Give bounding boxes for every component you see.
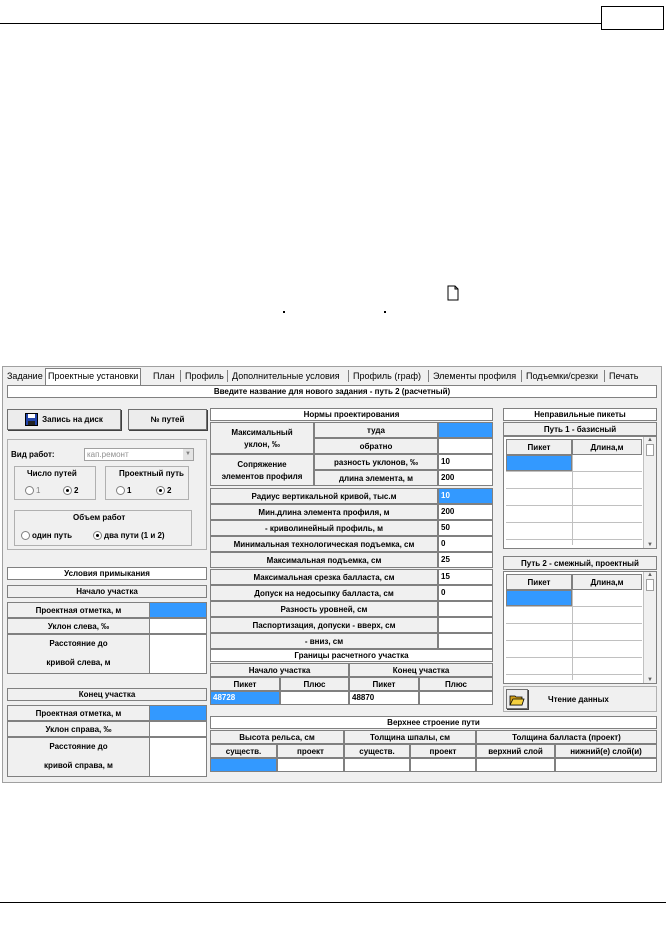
- radio-label: 1: [36, 486, 41, 495]
- slope-back-input[interactable]: [438, 438, 493, 454]
- end-slope-right-label: Уклон справа, ‰: [7, 721, 150, 737]
- norm-label: Допуск на недосыпку балласта, см: [210, 585, 438, 601]
- upper-col-header: существ.: [210, 744, 277, 758]
- scroll-thumb[interactable]: [646, 579, 654, 591]
- paths-count-radio-2[interactable]: [63, 486, 72, 495]
- upper-col-header: проект: [277, 744, 344, 758]
- upper-col-header: верхний слой: [476, 744, 555, 758]
- start-curve-distance-label: [7, 634, 150, 674]
- norm-label: - вниз, см: [210, 633, 438, 649]
- grid-line: [506, 674, 642, 675]
- sleeper-thickness-label: Толщина шпалы, см: [344, 730, 476, 744]
- grid-line: [506, 640, 642, 641]
- start-design-mark-input[interactable]: [149, 602, 207, 618]
- grid-line: [506, 505, 642, 506]
- volume-radio-one[interactable]: [21, 531, 30, 540]
- norm-input[interactable]: 15: [438, 569, 493, 585]
- norm-label: Минимальная технологическая подъемка, см: [210, 536, 438, 552]
- tab-task[interactable]: Задание: [7, 371, 43, 381]
- radio-label: один путь: [32, 531, 73, 540]
- document-icon: [447, 285, 459, 301]
- path1-cell-selected[interactable]: [506, 455, 572, 471]
- bounds-end-label: Конец участка: [349, 663, 493, 677]
- paths-number-button[interactable]: № путей: [128, 409, 207, 430]
- grid-line: [506, 623, 642, 624]
- bounds-col-plus-end: Плюс: [419, 677, 493, 691]
- end-design-mark-label: Проектная отметка, м: [7, 705, 150, 721]
- task-title[interactable]: Введите название для нового задания - путь 2 (расчетный): [7, 385, 657, 398]
- wrong-pickets-title: Неправильные пикеты: [503, 408, 657, 421]
- adjacency-end-label: Конец участка: [7, 688, 207, 701]
- design-path-radio-1[interactable]: [116, 486, 125, 495]
- path1-label: Путь 1 - базисный: [503, 422, 657, 436]
- tab-bar: [3, 367, 661, 385]
- scroll-down-icon[interactable]: ▼: [647, 542, 653, 548]
- volume-group: [14, 510, 192, 546]
- grid-line: [506, 606, 642, 607]
- path2-scrollbar[interactable]: [643, 572, 656, 683]
- adjacency-title: Условия примыкания: [7, 567, 207, 580]
- grid-line: [572, 455, 573, 545]
- read-data-panel: [503, 686, 657, 712]
- norm-label: Разность уровней, см: [210, 601, 438, 617]
- radio-label: 1: [127, 486, 132, 495]
- upper-col-input[interactable]: [210, 758, 277, 772]
- upper-col-input[interactable]: [476, 758, 555, 772]
- bounds-col-plus-start: Плюс: [280, 677, 349, 691]
- end-slope-right-input[interactable]: [149, 721, 207, 737]
- start-slope-left-input[interactable]: [149, 618, 207, 634]
- scroll-thumb[interactable]: [646, 444, 654, 456]
- upper-col-header: проект: [410, 744, 476, 758]
- norm-input[interactable]: 200: [438, 504, 493, 520]
- max-slope-line-2: уклон, ‰: [244, 440, 280, 449]
- path1-col-picket: Пикет: [506, 439, 572, 455]
- norm-label: Радиус вертикальной кривой, тыс.м: [210, 488, 438, 504]
- work-type-label: Вид работ:: [11, 450, 55, 459]
- max-slope-label: [210, 422, 314, 454]
- tab-plan[interactable]: План: [153, 371, 175, 381]
- floppy-disk-icon: [25, 413, 38, 426]
- path1-col-length: Длина,м: [572, 439, 642, 455]
- bounds-start-picket-input[interactable]: 48728: [210, 691, 280, 705]
- norm-label: Паспортизация, допуски - вверх, см: [210, 617, 438, 633]
- page-dot: [384, 311, 386, 313]
- design-path-radio-2[interactable]: [156, 486, 165, 495]
- open-folder-icon: [509, 693, 525, 706]
- open-folder-button[interactable]: [506, 689, 528, 709]
- upper-col-header: существ.: [344, 744, 410, 758]
- paths-count-radio-1[interactable]: [25, 486, 34, 495]
- norms-title: Нормы проектирования: [210, 408, 493, 421]
- tab-additional[interactable]: Дополнительные условия: [232, 371, 340, 381]
- radio-label: 2: [74, 486, 79, 495]
- work-settings-group: [7, 439, 207, 550]
- distance-line-1: Расстояние до: [49, 742, 108, 751]
- slope-back-label: обратно: [314, 438, 438, 454]
- upper-col-input[interactable]: [344, 758, 410, 772]
- end-curve-distance-label: [7, 737, 150, 777]
- path1-grid: [503, 436, 657, 549]
- tab-profile-elements[interactable]: Элементы профиля: [433, 371, 517, 381]
- save-button-label: Запись на диск: [42, 415, 103, 424]
- path2-cell-selected[interactable]: [506, 590, 572, 606]
- norm-label: Максимальная подъемка, см: [210, 552, 438, 568]
- norm-input[interactable]: [438, 617, 493, 633]
- scroll-up-icon[interactable]: ▲: [647, 437, 653, 443]
- bounds-end-plus-input[interactable]: [419, 691, 493, 705]
- norm-label: Максимальная срезка балласта, см: [210, 569, 438, 585]
- grid-line: [506, 471, 642, 472]
- norm-input[interactable]: 0: [438, 585, 493, 601]
- start-curve-distance-input[interactable]: [149, 634, 207, 674]
- work-type-select[interactable]: [84, 448, 194, 461]
- slope-there-input[interactable]: [438, 422, 493, 438]
- max-slope-line-1: Максимальный: [231, 428, 293, 437]
- upper-col-input[interactable]: [410, 758, 476, 772]
- grid-line: [506, 539, 642, 540]
- distance-line-1: Расстояние до: [49, 639, 108, 648]
- bounds-col-picket-start: Пикет: [210, 677, 280, 691]
- grid-line: [572, 590, 573, 680]
- grid-line: [506, 657, 642, 658]
- adjacency-start-label: Начало участка: [7, 585, 207, 598]
- norm-input[interactable]: 50: [438, 520, 493, 536]
- element-length-label: длина элемента, м: [314, 470, 438, 486]
- norm-input[interactable]: [438, 633, 493, 649]
- slope-diff-input[interactable]: 10: [438, 454, 493, 470]
- read-data-label[interactable]: Чтение данных: [548, 695, 609, 704]
- start-design-mark-label: Проектная отметка, м: [7, 602, 150, 618]
- volume-label: Объем работ: [73, 513, 126, 522]
- upper-col-input[interactable]: [555, 758, 657, 772]
- path2-grid: [503, 571, 657, 684]
- pairing-label: [210, 454, 314, 486]
- pairing-line-2: элементов профиля: [221, 472, 303, 481]
- norm-label: - криволинейный профиль, м: [210, 520, 438, 536]
- save-to-disk-button[interactable]: [7, 409, 121, 430]
- pairing-line-1: Сопряжение: [237, 460, 287, 469]
- page-dot: [283, 311, 285, 313]
- app-window: [2, 366, 662, 783]
- distance-line-2: кривой слева, м: [46, 658, 111, 667]
- design-path-group: [105, 466, 189, 500]
- path1-scrollbar[interactable]: [643, 437, 656, 548]
- bounds-col-picket-end: Пикет: [349, 677, 419, 691]
- rail-height-label: Высота рельса, см: [210, 730, 344, 744]
- scroll-down-icon[interactable]: ▼: [647, 677, 653, 683]
- upper-col-header: нижний(е) слой(и): [555, 744, 657, 758]
- grid-line: [506, 488, 642, 489]
- upper-structure-title: Верхнее строение пути: [210, 716, 657, 729]
- page-header-rule: [0, 23, 601, 24]
- element-length-input[interactable]: 200: [438, 470, 493, 486]
- page-number-box: [601, 6, 664, 30]
- scroll-up-icon[interactable]: ▲: [647, 572, 653, 578]
- work-type-value: кап.ремонт: [87, 450, 129, 459]
- grid-line: [506, 522, 642, 523]
- slope-there-label: туда: [314, 422, 438, 438]
- tab-design-settings[interactable]: Проектные установки: [45, 368, 141, 385]
- chevron-down-icon[interactable]: ▼: [183, 449, 193, 460]
- volume-radio-two[interactable]: [93, 531, 102, 540]
- path2-col-picket: Пикет: [506, 574, 572, 590]
- radio-label: 2: [167, 486, 172, 495]
- tab-print[interactable]: Печать: [609, 371, 639, 381]
- norm-input[interactable]: 0: [438, 536, 493, 552]
- upper-col-input[interactable]: [277, 758, 344, 772]
- bounds-end-picket-input[interactable]: 48870: [349, 691, 419, 705]
- paths-count-group: [14, 466, 96, 500]
- tab-lifts[interactable]: Подъемки/срезки: [526, 371, 599, 381]
- paths-count-label: Число путей: [27, 469, 77, 478]
- bounds-start-plus-input[interactable]: [280, 691, 349, 705]
- slope-diff-label: разность уклонов, ‰: [314, 454, 438, 470]
- tab-profile[interactable]: Профиль: [185, 371, 224, 381]
- norm-label: Мин.длина элемента профиля, м: [210, 504, 438, 520]
- design-path-label: Проектный путь: [119, 469, 184, 478]
- page-footer-rule: [0, 902, 666, 903]
- norm-input[interactable]: 10: [438, 488, 493, 504]
- bounds-title: Границы расчетного участка: [210, 649, 493, 662]
- distance-line-2: кривой справа, м: [44, 761, 113, 770]
- radio-label: два пути (1 и 2): [104, 531, 165, 540]
- ballast-thickness-label: Толщина балласта (проект): [476, 730, 657, 744]
- bounds-start-label: Начало участка: [210, 663, 349, 677]
- norm-input[interactable]: 25: [438, 552, 493, 568]
- path2-label: Путь 2 - смежный, проектный: [503, 556, 657, 570]
- norm-input[interactable]: [438, 601, 493, 617]
- end-design-mark-input[interactable]: [149, 705, 207, 721]
- end-curve-distance-input[interactable]: [149, 737, 207, 777]
- tab-profile-graph[interactable]: Профиль (граф): [353, 371, 422, 381]
- path2-col-length: Длина,м: [572, 574, 642, 590]
- start-slope-left-label: Уклон слева, ‰: [7, 618, 150, 634]
